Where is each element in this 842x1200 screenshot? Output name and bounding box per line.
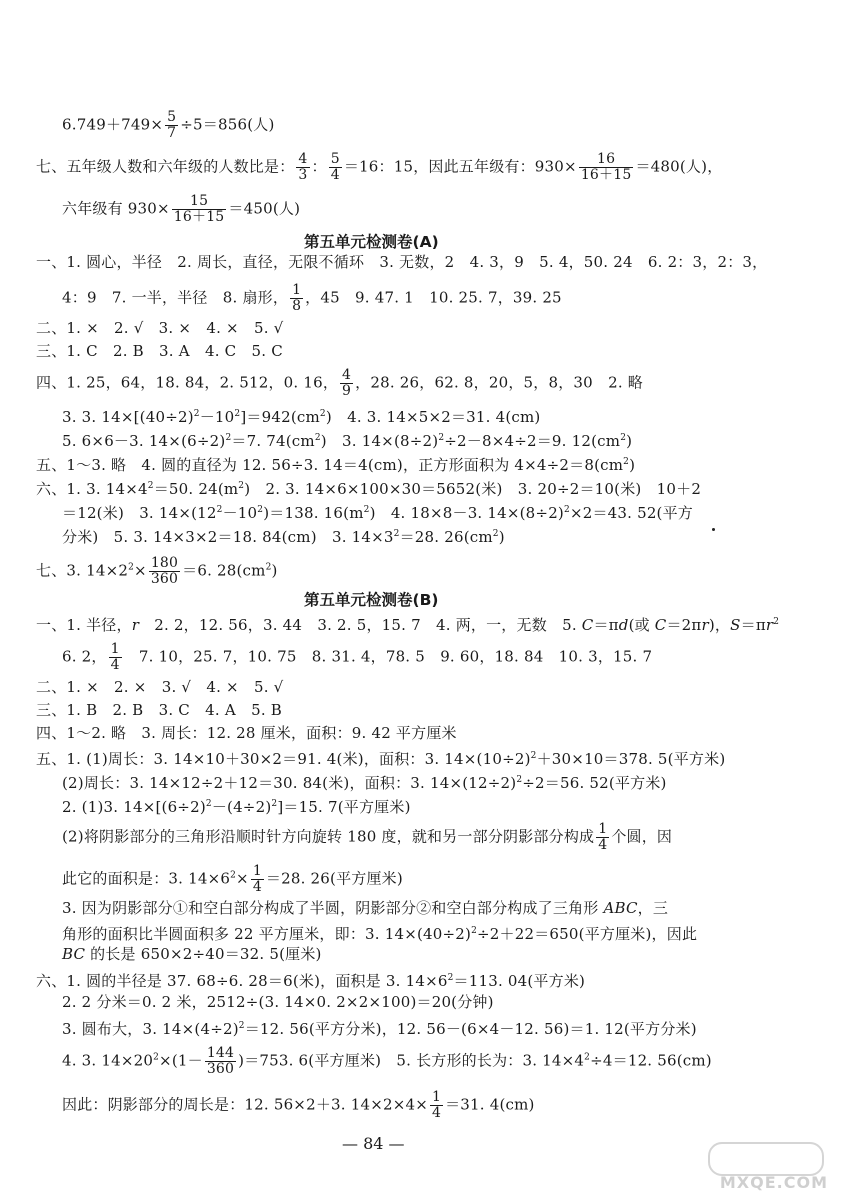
answer-line: 此它的面积是：3. $14\times 6^2\times$ $\frac{1}{4}$ ＝28. 26(平方厘米) <box>62 863 403 895</box>
answer-line: 角形的面积比半圆面积多 22 平方厘米，即：3. $14\times(40\div 2)^2\div 2+22=650$(平方厘米)，因此 <box>62 925 698 943</box>
answer-line: 3. 因为阴影部分①和空白部分构成了半圆，阴影部分②和空白部分构成了三角形 ABC，三 <box>62 899 669 917</box>
answer-line: 四、1. 25，64，18. 84，2. 512，0. 16， $\frac{4}{9}$ ，28. 26，62. 8，20，5，8，30 2. 略 <box>36 367 643 399</box>
watermark-logo <box>704 1142 832 1194</box>
section-heading-unit-b: 第五单元检测卷(B) <box>304 591 439 609</box>
answer-line: 4. 3. $14\times 20^2\times(1-$ $\frac{144}{360}$ )＝753. 6(平方厘米) 5. 长方形的长为：3. $14\times 4^2\div 4=12$. 56(cm) <box>62 1045 712 1077</box>
answer-line: 五、1. (1)周长：3. 14×10＋30×2＝91. 4(米)，面积：3. $14\times(10\div 2)^2+30\times 10=378$. 5(平方米) <box>36 750 726 768</box>
answer-line: BC 的长是 650×2÷40＝32. 5(厘米) <box>62 945 322 963</box>
answer-line: 六、1. 3. $14\times 4^2=50$. $24(m^2)$ 2. 3. 14×6×100×30＝5652(米) 3. 20÷2＝10(米) 10＋2 <box>36 480 702 498</box>
answer-line: 3. 圆布大，3. $14\times(4\div 2)^2=12$. 56(平方分米)，12. 56－(6×4－12. 56)＝1. 12(平方分米) <box>62 1020 697 1038</box>
answer-line: 五、1～3. 略 4. 圆的直径为 12. 56÷3. 14＝4(cm)，正方形面积为 $4\times 4\div 2=8(cm^2)$ <box>36 456 636 474</box>
answer-line: 二、1. × 2. √ 3. × 4. × 5. √ <box>36 319 284 337</box>
answer-line: 3. 3. $14\times[(40\div 2)^2-10^2]=942(cm^2)$ 4. 3. 14×5×2＝31. 4(cm) <box>62 408 541 426</box>
section-heading-unit-a: 第五单元检测卷(A) <box>304 233 439 251</box>
answer-line: 5. 6×6－3. $14\times(6\div 2)^2=7$. $74(cm^2)$ 3. $14\times(8\div 2)^2\div 2-8\times 4\div 2=9$. $12(cm^2)$ <box>62 432 633 450</box>
watermark-text: MXQE.COM <box>719 1173 828 1192</box>
answer-line: 三、1. B 2. B 3. C 4. A 5. B <box>36 701 282 719</box>
watermark-badge-icon <box>708 1142 824 1176</box>
answer-line: (2)将阴影部分的三角形沿顺时针方向旋转 180 度，就和另一部分阴影部分构成 $\frac{1}{4}$ 个圆，因 <box>62 821 673 853</box>
answer-line: 分米) 5. 3. 14×3×2＝18. 84(cm) 3. $14\times 3^2=28$. $26(cm^2)$ <box>62 528 505 546</box>
page-number: — 84 — <box>342 1134 405 1153</box>
answer-line: 二、1. × 2. × 3. √ 4. × 5. √ <box>36 678 284 696</box>
answer-line: 6.749＋749× $\frac{5}{7}$ ÷5＝856(人) <box>62 109 275 141</box>
answer-line: ＝12(米) 3. $14\times(12^2-10^2)=138$. $16(m^2)$ 4. 18×8－3. $14\times(8\div 2)^2\times 2=43$. 52(平方 <box>62 504 694 522</box>
answer-line: 六年级有 930× $\frac{15}{16+15}$ ＝450(人) <box>62 193 301 225</box>
answer-line: (2)周长：3. 14×12÷2＋12＝30. 84(米)，面积：3. $14\times(12\div 2)^2\div 2=56$. 52(平方米) <box>62 774 667 792</box>
answer-line: 六、1. 圆的半径是 37. 68÷6. 28＝6(米)，面积是 3. $14\times 6^2=113$. 04(平方米) <box>36 972 586 990</box>
answer-line: 4：9 7. 一半，半径 8. 扇形， $\frac{1}{8}$ ，45 9. 47. 1 10. 25. 7，39. 25 <box>62 282 562 314</box>
answer-line: 七、五年级人数和六年级的人数比是： $\frac{4}{3}$ ： $\frac{5}{4}$ ＝16：15，因此五年级有：930× $\frac{16}{16+15}$ ＝480(人)， <box>36 151 723 183</box>
answer-line: 2. (1)3. $14\times[(6\div 2)^2-(4\div 2)^2]=15$. 7(平方厘米) <box>62 798 411 816</box>
answer-line: 七、3. $14\times 2^2\times$ $\frac{180}{360}$ ＝6. $28(cm^2)$ <box>36 555 278 587</box>
answer-line: 2. 2 分米＝0. 2 米，2512÷(3. 14×0. 2×2×100)＝20(分钟) <box>62 993 494 1011</box>
answer-line: 因此：阴影部分的周长是：12. 56×2＋3. 14×2×4× $\frac{1}{4}$ ＝31. 4(cm) <box>62 1089 535 1121</box>
answer-line: 一、1. 半径，r 2. 2，12. 56，3. 44 3. 2. 5，15. 7 4. 两，一，无数 5. C＝πd(或 C＝2πr)，$S=\pi r^2$ <box>36 616 780 634</box>
answer-line: 6. 2， $\frac{1}{4}$ 7. 10，25. 7，10. 75 8. 31. 4，78. 5 9. 60，18. 84 10. 3，15. 7 <box>62 641 653 673</box>
answer-line: 三、1. C 2. B 3. A 4. C 5. C <box>36 342 283 360</box>
ink-dot <box>712 528 715 531</box>
answer-line: 一、1. 圆心，半径 2. 周长，直径，无限不循环 3. 无数，2 4. 3，9 5. 4，50. 24 6. 2：3，2：3， <box>36 253 768 271</box>
answer-line: 四、1～2. 略 3. 周长：12. 28 厘米，面积：9. 42 平方厘米 <box>36 724 457 742</box>
